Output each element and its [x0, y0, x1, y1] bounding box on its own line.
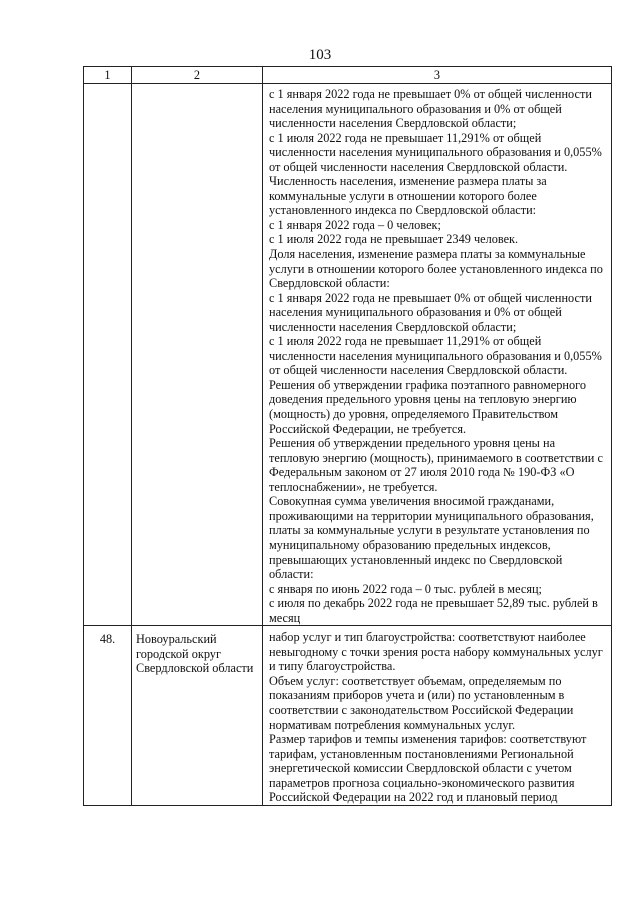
row-description — [263, 84, 612, 626]
row-number: 48. — [84, 626, 132, 806]
page-number: 103 — [308, 47, 332, 63]
municipality-name — [132, 84, 263, 626]
paragraph: Решения об утверждении предельного уровня цены на тепловую энергию (мощность), принимаемого в соответствии с Федеральным законом от 27 июля 2010 года № 190-ФЗ «О теплоснабжении», не требуется. — [269, 436, 603, 494]
paragraph: с 1 июля 2022 года не превышает 11,291% от общей численности населения муниципального образования и 0,055% от общей численности населения Свердловской области. — [269, 130, 602, 174]
row-description — [263, 626, 612, 806]
column-header-1: 1 — [84, 67, 132, 84]
table-header-row — [84, 67, 612, 84]
paragraph: с 1 июля 2022 года не превышает 11,291% от общей численности населения муниципального образования и 0,055% от общей численности населения Свердловской области. — [269, 334, 602, 378]
municipality-name: Новоуральский городской округ Свердловской области — [132, 626, 263, 806]
table-row — [84, 84, 612, 626]
paragraph: Решения об утверждении графика поэтапного равномерного доведения предельного уровня цены на тепловую энергию (мощность) до уровня, определяемого Правительством Российской Федерации, не требуется. — [269, 377, 586, 436]
paragraph: с 1 января 2022 года не превышает 0% от общей численности населения муниципального образования и 0% от общей численности населения Свердловской области; — [269, 290, 592, 334]
paragraph: с 1 января 2022 года не превышает 0% от общей численности населения муниципального образования и 0% от общей численности населения Свердловской области; — [269, 87, 592, 131]
paragraph: с июля по декабрь 2022 года не превышает 52,89 тыс. рублей в месяц — [269, 596, 598, 625]
paragraph: Численность населения, изменение размера платы за коммунальные услуги в отношении которого более установленного индекса по Свердловской области: — [269, 174, 547, 218]
row-number — [84, 84, 132, 626]
paragraph: Доля населения, изменение размера платы за коммунальные услуги в отношении которого более установленного индекса по Свердловской области: — [269, 247, 603, 291]
paragraph: набор услуг и тип благоустройства: соответствуют наиболее невыгодному с точки зрения роста набору коммунальных услуг и типу благоустройства. — [269, 630, 603, 674]
paragraph: Совокупная сумма увеличения вносимой гражданами, проживающими на территории муниципального образования, платы за коммунальные услуги в результате установления по муниципальному образованию предельных индексов, превышающих установленный индекс по Свердловской области: — [269, 494, 594, 582]
paragraph: с января по июнь 2022 года – 0 тыс. рублей в месяц; — [269, 581, 542, 596]
table-row — [84, 626, 612, 806]
column-header-3: 3 — [263, 67, 612, 84]
paragraph: с 1 июля 2022 года не превышает 2349 человек. — [269, 232, 519, 247]
paragraph: Объем услуг: соответствует объемам, определяемым по показаниям приборов учета и (или) по установленным в соответствии с законодательством Российской Федерации нормативам потребления коммунальных услуг. — [269, 673, 574, 732]
paragraph: Размер тарифов и темпы изменения тарифов: соответствуют тарифам, установленным постановлениями Региональной энергетической комиссии Свердловской области с учетом параметров прогноза социально-экономического развития Российской Федерации на 2022 год и плановый период — [269, 732, 587, 805]
paragraph: с 1 января 2022 года – 0 человек; — [269, 217, 441, 232]
column-header-2: 2 — [132, 67, 263, 84]
document-table — [83, 66, 612, 806]
